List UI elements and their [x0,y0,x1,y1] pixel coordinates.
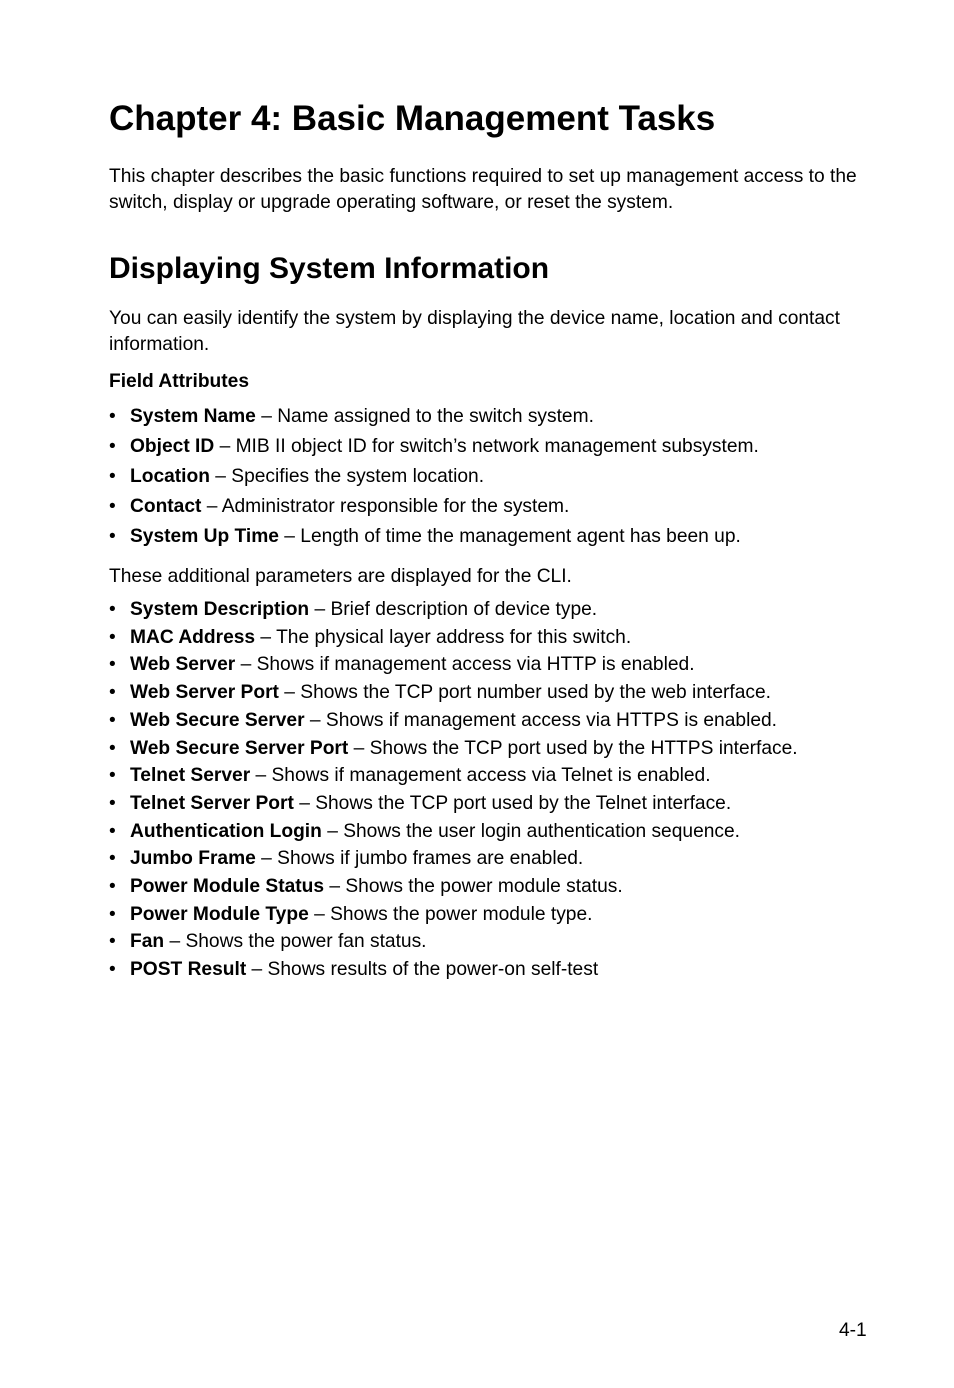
term: System Description [130,599,310,620]
cli-note-paragraph: These additional parameters are displayed for the CLI. [109,566,572,587]
term: Jumbo Frame [130,848,256,870]
term: Telnet Server [130,765,251,787]
field-attributes-list [109,402,869,552]
list-item [109,492,869,522]
term: System Name [130,406,256,427]
list-item [109,901,869,929]
field-attributes-heading: Field Attributes [109,371,249,392]
bullet: • [109,599,116,620]
description: – Specifies the system location. [209,466,485,487]
description: – Shows the TCP port used by the Telnet interface. [293,792,732,814]
list-item [109,707,869,735]
bullet: • [109,406,116,427]
bullet: • [109,626,116,648]
bullet: • [109,792,116,814]
list-item [109,928,869,956]
list-item [109,432,869,462]
section-title: Displaying System Information [109,252,550,285]
description: – Shows the user login authentication sequence. [321,820,741,842]
term: Web Secure Server [130,709,305,731]
term: Telnet Server Port [130,792,294,814]
list-item [109,402,869,432]
description: – Shows the TCP port used by the HTTPS interface. [348,737,798,759]
list-item [109,845,869,873]
description: – Shows the power module status. [324,876,623,898]
description: – Administrator responsible for the system. [201,496,570,517]
bullet: • [109,737,116,759]
bullet: • [109,682,116,704]
list-item [109,596,869,624]
term: Power Module Status [130,876,325,898]
bullet: • [109,876,116,898]
term: POST Result [130,959,247,981]
list-item [109,735,869,763]
description: – Shows if management access via HTTPS is enabled. [304,709,778,731]
term: MAC Address [130,626,256,648]
term: Object ID [130,436,215,457]
description: – Shows results of the power-on self-test [246,959,599,981]
term: Contact [130,496,202,517]
description: – MIB II object ID for switch’s network management subsystem. [214,436,759,457]
term: Location [130,466,210,487]
bullet: • [109,820,116,842]
term: Web Server [130,654,236,676]
bullet: • [109,654,116,676]
description: – Shows if management access via HTTP is enabled. [235,654,695,676]
description: – Shows the TCP port number used by the web interface. [278,682,771,704]
bullet: • [109,959,116,981]
description: – Shows the power module type. [308,903,593,925]
description: – Shows the power fan status. [164,931,427,953]
list-item [109,762,869,790]
list-item [109,522,869,552]
bullet: • [109,848,116,870]
page-number: 4-1 [839,1320,867,1341]
bullet: • [109,931,116,953]
list-item [109,956,869,984]
bullet: • [109,765,116,787]
list-item [109,462,869,492]
list-item [109,624,869,652]
description: – Length of time the management agent has been up. [278,526,741,547]
list-item [109,651,869,679]
cli-parameters-list [109,596,869,984]
section-intro-paragraph: You can easily identify the system by displaying the device name, location and contact information. [109,308,840,355]
list-item [109,873,869,901]
term: Web Secure Server Port [130,737,349,759]
description: – Shows if management access via Telnet is enabled. [250,765,711,787]
list-item [109,790,869,818]
description: – Shows if jumbo frames are enabled. [255,848,584,870]
term: Authentication Login [130,820,322,842]
description: – Brief description of device type. [309,599,598,620]
bullet: • [109,903,116,925]
bullet: • [109,436,116,457]
term: System Up Time [130,526,279,547]
bullet: • [109,709,116,731]
list-item [109,679,869,707]
term: Web Server Port [130,682,279,704]
term: Power Module Type [130,903,309,925]
chapter-intro-paragraph: This chapter describes the basic functions required to set up management access to the switch, display or upgrade operating software, or reset the system. [109,166,857,213]
term: Fan [130,931,165,953]
bullet: • [109,466,116,487]
list-item [109,818,869,846]
description: – Name assigned to the switch system. [255,406,594,427]
chapter-title: Chapter 4: Basic Management Tasks [109,99,716,138]
description: – The physical layer address for this switch. [255,626,632,648]
bullet: • [109,496,116,517]
bullet: • [109,526,116,547]
